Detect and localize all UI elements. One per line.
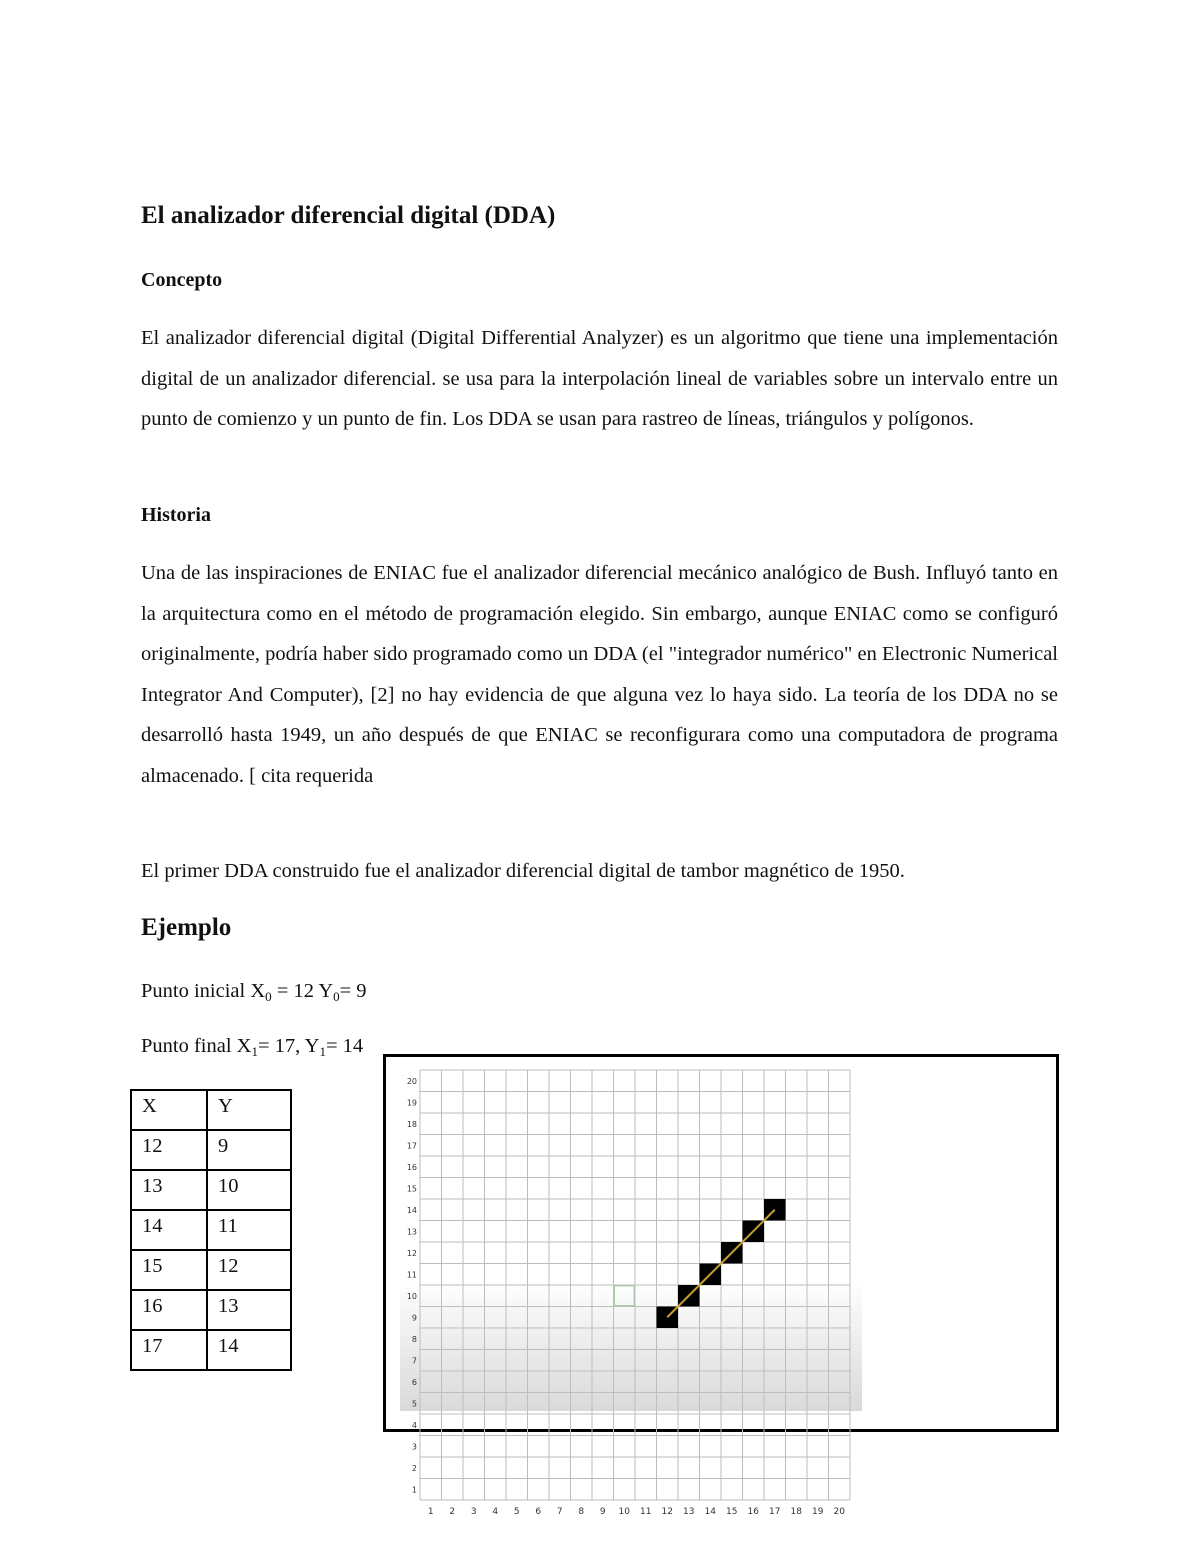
xy-table [130,1089,292,1371]
dda-grid-chart [400,1065,862,1517]
x-tick-label: 9 [599,1507,606,1517]
table-header-x: X [131,1090,207,1130]
y-tick-label: 19 [406,1098,417,1108]
paragraph-historia-2: El primer DDA construido fue el analizador diferencial digital de tambor magnético de 1950. [141,860,905,882]
table-cell-x: 12 [131,1130,207,1170]
y-tick-label: 14 [406,1205,417,1215]
y-tick-label: 7 [411,1356,417,1366]
table-header-y: Y [207,1090,291,1130]
x-tick-label: 15 [726,1507,738,1517]
y-tick-label: 1 [411,1485,417,1495]
y-tick-label: 10 [406,1291,417,1301]
y-tick-label: 2 [411,1463,417,1473]
table-row [131,1130,291,1170]
table-cell-y: 10 [207,1170,291,1210]
y-tick-label: 8 [411,1334,417,1344]
y-tick-label: 18 [406,1119,417,1129]
table-cell-x: 13 [131,1170,207,1210]
x-tick-label: 17 [769,1507,781,1517]
table-cell-y: 14 [207,1330,291,1370]
y-tick-label: 13 [406,1227,417,1237]
y-tick-label: 3 [411,1442,417,1452]
x-tick-label: 13 [683,1507,695,1517]
y-tick-label: 15 [406,1184,417,1194]
x-tick-label: 6 [535,1507,542,1517]
heading-ejemplo: Ejemplo [141,914,232,941]
x-tick-label: 12 [661,1507,673,1517]
end-point-line: Punto final $X_1= 17$, $Y_1= 14$ [141,1035,364,1059]
y-tick-label: 5 [411,1399,417,1409]
start-point-line: Punto inicial $X_0 = 12$ $Y_0= 9$ [141,980,367,1004]
x-tick-label: 7 [556,1507,563,1517]
y-tick-label: 12 [406,1248,417,1258]
x-tick-label: 11 [640,1507,652,1517]
heading-historia: Historia [141,504,211,526]
y-tick-label: 16 [406,1162,417,1172]
y-tick-label: 11 [406,1270,417,1280]
x-tick-label: 18 [790,1507,802,1517]
table-row [131,1250,291,1290]
y-tick-label: 6 [411,1377,417,1387]
heading-concepto: Concepto [141,269,223,291]
x-tick-label: 1 [427,1507,434,1517]
table-cell-x: 15 [131,1250,207,1290]
table-cell-x: 17 [131,1330,207,1370]
table-cell-x: 14 [131,1210,207,1250]
table-cell-y: 12 [207,1250,291,1290]
table-cell-y: 13 [207,1290,291,1330]
table-row [131,1210,291,1250]
x-tick-label: 5 [513,1507,520,1517]
table-cell-y: 11 [207,1210,291,1250]
x-tick-label: 2 [449,1507,456,1517]
y-tick-label: 17 [406,1141,417,1151]
y-tick-label: 4 [411,1420,417,1430]
chart-background [400,1065,862,1411]
y-tick-label: 20 [406,1076,417,1086]
paragraph-concepto: El analizador diferencial digital (Digital Differential Analyzer) es un algoritmo que tiene una implementación digital de un analizador diferencial. se usa para la interpolación lineal de variables sobre un intervalo entre un punto de comienzo y un punto de fin. Los DDA se usan para rastreo de líneas, triángulos y polígonos. [141,327,1058,430]
x-tick-label: 16 [747,1507,759,1517]
x-tick-label: 14 [704,1507,716,1517]
x-tick-label: 8 [578,1507,585,1517]
document-title: El analizador diferencial digital (DDA) [141,202,556,229]
figure-frame [383,1054,1059,1517]
table-cell-y: 9 [207,1130,291,1170]
x-tick-label: 10 [618,1507,630,1517]
x-tick-label: 4 [492,1507,499,1517]
table-header-row [131,1090,291,1130]
paragraph-historia-1: Una de las inspiraciones de ENIAC fue el analizador diferencial mecánico analógico de Bush. Influyó tanto en la arquitectura como en el método de programación elegido. Sin embargo, aunque ENIAC como se configuró originalmente, podría haber sido programado como un DDA (el "integrador numérico" en Electronic Numerical Integrator And Computer), [2] no hay evidencia de que alguna vez lo haya sido. La teoría de los DDA no se desarrolló hasta 1949, un año después de que ENIAC se reconfigurara como una computadora de programa almacenado. [ cita requerida [141,562,1058,787]
x-tick-label: 3 [470,1507,477,1517]
table-cell-x: 16 [131,1290,207,1330]
x-tick-label: 19 [812,1507,824,1517]
table-row [131,1290,291,1330]
table-row [131,1170,291,1210]
table-row [131,1330,291,1370]
x-tick-label: 20 [833,1507,845,1517]
y-tick-label: 9 [411,1313,417,1323]
